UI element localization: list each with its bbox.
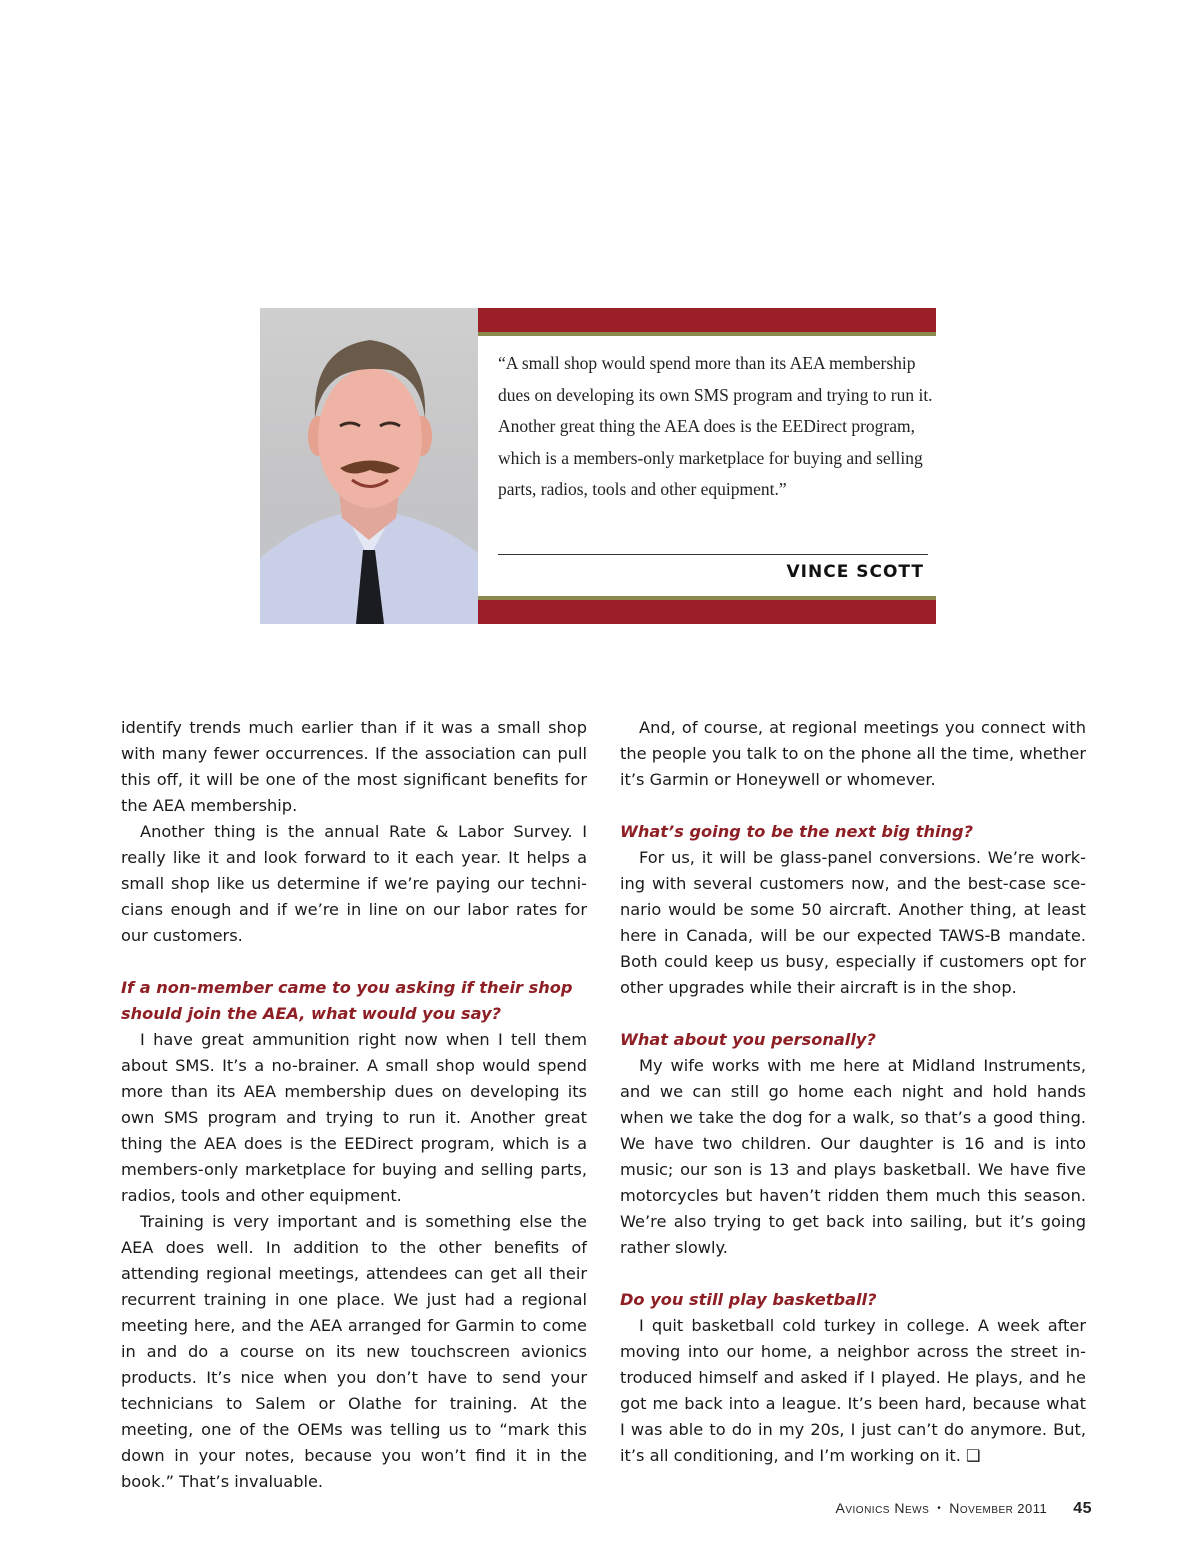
pull-quote bbox=[478, 308, 936, 624]
interview-question: What’s going to be the next big thing? bbox=[620, 822, 974, 841]
portrait-photo bbox=[260, 308, 478, 624]
paragraph-text: I quit basketball cold turkey in college. A week after moving into our home, a neighbor across the street introduced himself and asked if I played. He plays, and he got me back into a league. It’s been hard, because what I was able to do in my 20s, I just can’t do anymore. But, it’s all conditioning, and I’m working on it. bbox=[620, 1316, 1086, 1465]
pull-quote-bottom-bar bbox=[478, 596, 936, 624]
pull-quote-divider bbox=[498, 554, 928, 555]
interview-question: Do you still play basketball? bbox=[620, 1290, 877, 1309]
issue-year: 2011 bbox=[1017, 1501, 1048, 1516]
pull-quote-text: “A small shop would spend more than its AEA membership dues on developing its own SMS program and trying to run it. Another great thing the AEA does is the EEDirect program, which is a members-only marketplace for buying and selling parts, radios, tools and other equipment.” bbox=[498, 353, 933, 499]
page-number: 45 bbox=[1073, 1500, 1092, 1517]
interview-question: What about you personally? bbox=[620, 1030, 876, 1049]
separator-dot: • bbox=[937, 1503, 942, 1514]
pull-quote-author: VINCE SCOTT bbox=[786, 562, 924, 582]
paragraph: Another thing is the annual Rate & Labor Survey. I really like it and look forward to it each year. It helps a small shop like us determine if we’re paying our technicians enough and if we’re in line on our labor rates for our customers. bbox=[121, 822, 587, 945]
page-footer bbox=[836, 1500, 1092, 1518]
paragraph bbox=[620, 1313, 1086, 1469]
paragraph: identify trends much earlier than if it was a small shop with many fewer occurrences. If the association can pull this off, it will be one of the most significant benefits for the AEA membership. bbox=[121, 718, 587, 815]
magazine-name: Avionics News bbox=[835, 1500, 930, 1516]
pull-quote-top-bar bbox=[478, 308, 936, 336]
right-column bbox=[620, 715, 1086, 1469]
paragraph: I have great ammunition right now when I tell them about SMS. It’s a no-brainer. A small shop would spend more than its AEA membership dues on developing its own SMS program and trying to run it. Another great thing the AEA does is the EEDirect program, which is a members-only marketplace for buying and selling parts, radios, tools and other equipment. bbox=[121, 1030, 587, 1205]
paragraph: For us, it will be glass-panel conversions. We’re working with several customers now, and the best-case scenario would be some 50 aircraft. Another thing, at least here in Canada, will be our expected TAWS-B mandate. Both could keep us busy, especially if customers opt for other upgrades while their aircraft is in the shop. bbox=[620, 848, 1086, 997]
paragraph: And, of course, at regional meetings you connect with the people you talk to on the phone all the time, whether it’s Garmin or Honeywell or whomever. bbox=[620, 718, 1086, 789]
issue-month: November bbox=[949, 1500, 1014, 1516]
paragraph: Training is very important and is something else the AEA does well. In addition to the other benefits of attending regional meetings, attendees can get all their recurrent training in one place. We just had a regional meeting here, and the AEA arranged for Garmin to come in and do a course on its new touchscreen avionics products. It’s nice when you don’t have to send your technicians to Salem or Olathe for training. At the meeting, one of the OEMs was telling us to “mark this down in your notes, because you won’t find it in the book.” That’s invaluable. bbox=[121, 1212, 587, 1491]
left-column bbox=[121, 715, 587, 1495]
end-mark-icon: ❑ bbox=[966, 1446, 981, 1465]
paragraph: My wife works with me here at Midland Instruments, and we can still go home each night and hold hands when we take the dog for a walk, so that’s a good thing. We have two children. Our daughter is 16 and is into music; our son is 13 and plays basketball. We have five motorcycles but haven’t ridden them much this season. We’re also trying to get back into sailing, but it’s going rather slowly. bbox=[620, 1056, 1086, 1257]
portrait-illustration bbox=[260, 308, 478, 624]
interview-question: If a non-member came to you asking if their shop should join the AEA, what would you say? bbox=[121, 978, 573, 1023]
